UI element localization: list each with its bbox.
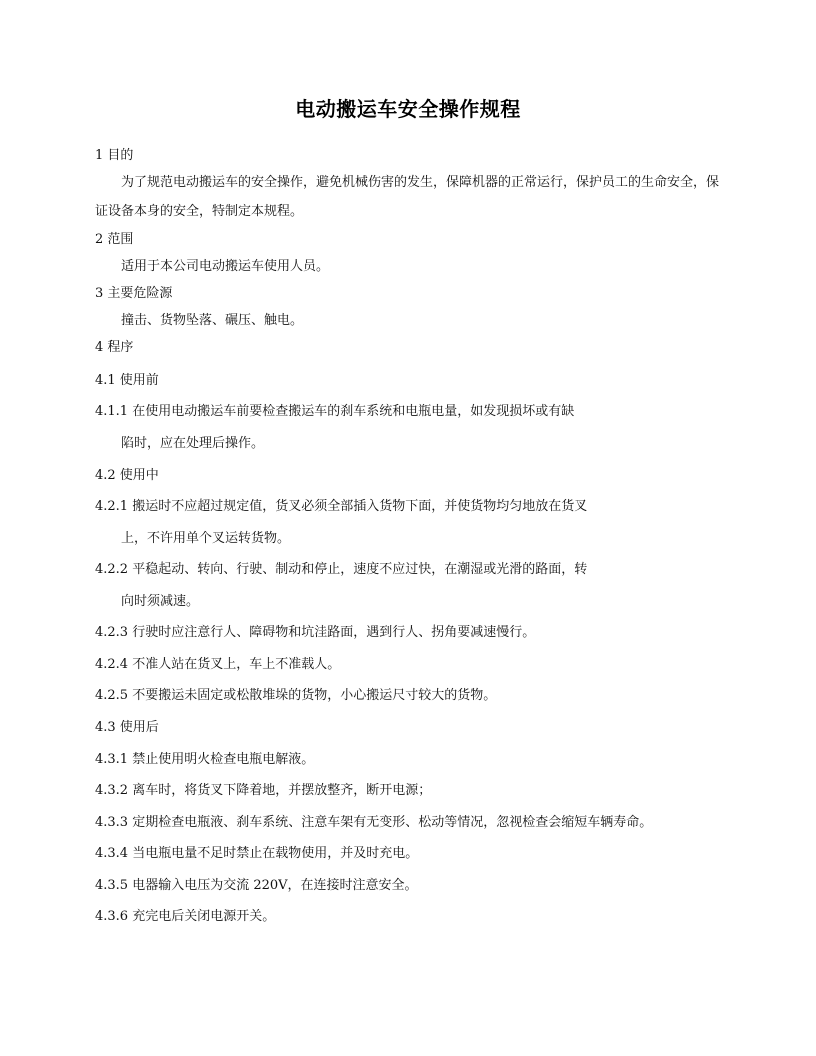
section-heading-procedure: 4 程序 [95, 340, 134, 355]
clause-4-3-6: 4.3.6 充完电后关闭电源开关。 [95, 909, 276, 924]
clause-4-2-3: 4.2.3 行驶时应注意行人、障碍物和坑洼路面，遇到行人、拐角要减速慢行。 [95, 625, 536, 640]
document-title: 电动搬运车安全操作规程 [295, 97, 521, 121]
clause-4-3-5: 4.3.5 电器输入电压为交流 220V，在连接时注意安全。 [95, 878, 418, 893]
clause-4-2-5: 4.2.5 不要搬运未固定或松散堆垛的货物，小心搬运尺寸较大的货物。 [95, 688, 497, 703]
section-body-scope: 适用于本公司电动搬运车使用人员。 [121, 259, 330, 274]
section-heading-purpose: 1 目的 [95, 148, 134, 163]
clause-4-1-1-line1: 4.1.1 在使用电动搬运车前要检查搬运车的刹车系统和电瓶电量，如发现损坏或有缺 [95, 404, 575, 419]
subsection-heading-before-use: 4.1 使用前 [95, 373, 159, 388]
subsection-heading-after-use: 4.3 使用后 [95, 720, 159, 735]
clause-4-3-4: 4.3.4 当电瓶电量不足时禁止在载物使用，并及时充电。 [95, 846, 419, 861]
clause-4-2-1-line1: 4.2.1 搬运时不应超过规定值，货叉必须全部插入货物下面，并使货物均匀地放在货叉 [95, 499, 588, 514]
section-body-purpose: 为了规范电动搬运车的安全操作，避免机械伤害的发生，保障机器的正常运行，保护员工的生命安全，保证设备本身的安全，特制定本规程。 [95, 175, 720, 219]
clause-4-3-3: 4.3.3 定期检查电瓶液、刹车系统、注意车架有无变形、松动等情况，忽视检查会缩短车辆寿命。 [95, 815, 653, 830]
clause-4-3-2: 4.3.2 离车时，将货叉下降着地，并摆放整齐，断开电源； [95, 783, 432, 798]
clause-4-2-1-line2: 上，不许用单个叉运转货物。 [121, 531, 291, 546]
clause-4-2-4: 4.2.4 不准人站在货叉上，车上不准载人。 [95, 657, 341, 672]
clause-4-2-2-line1: 4.2.2 平稳起动、转向、行驶、制动和停止，速度不应过快，在潮湿或光滑的路面，转 [95, 562, 588, 577]
section-body-hazards: 撞击、货物坠落、碾压、触电。 [121, 313, 304, 328]
section-heading-scope: 2 范围 [95, 232, 134, 247]
section-heading-hazards: 3 主要危险源 [95, 286, 173, 301]
subsection-heading-during-use: 4.2 使用中 [95, 468, 159, 483]
clause-4-2-2-line2: 向时须减速。 [121, 594, 200, 609]
clause-4-3-1: 4.3.1 禁止使用明火检查电瓶电解液。 [95, 752, 315, 767]
clause-4-1-1-line2: 陷时，应在处理后操作。 [121, 436, 265, 451]
